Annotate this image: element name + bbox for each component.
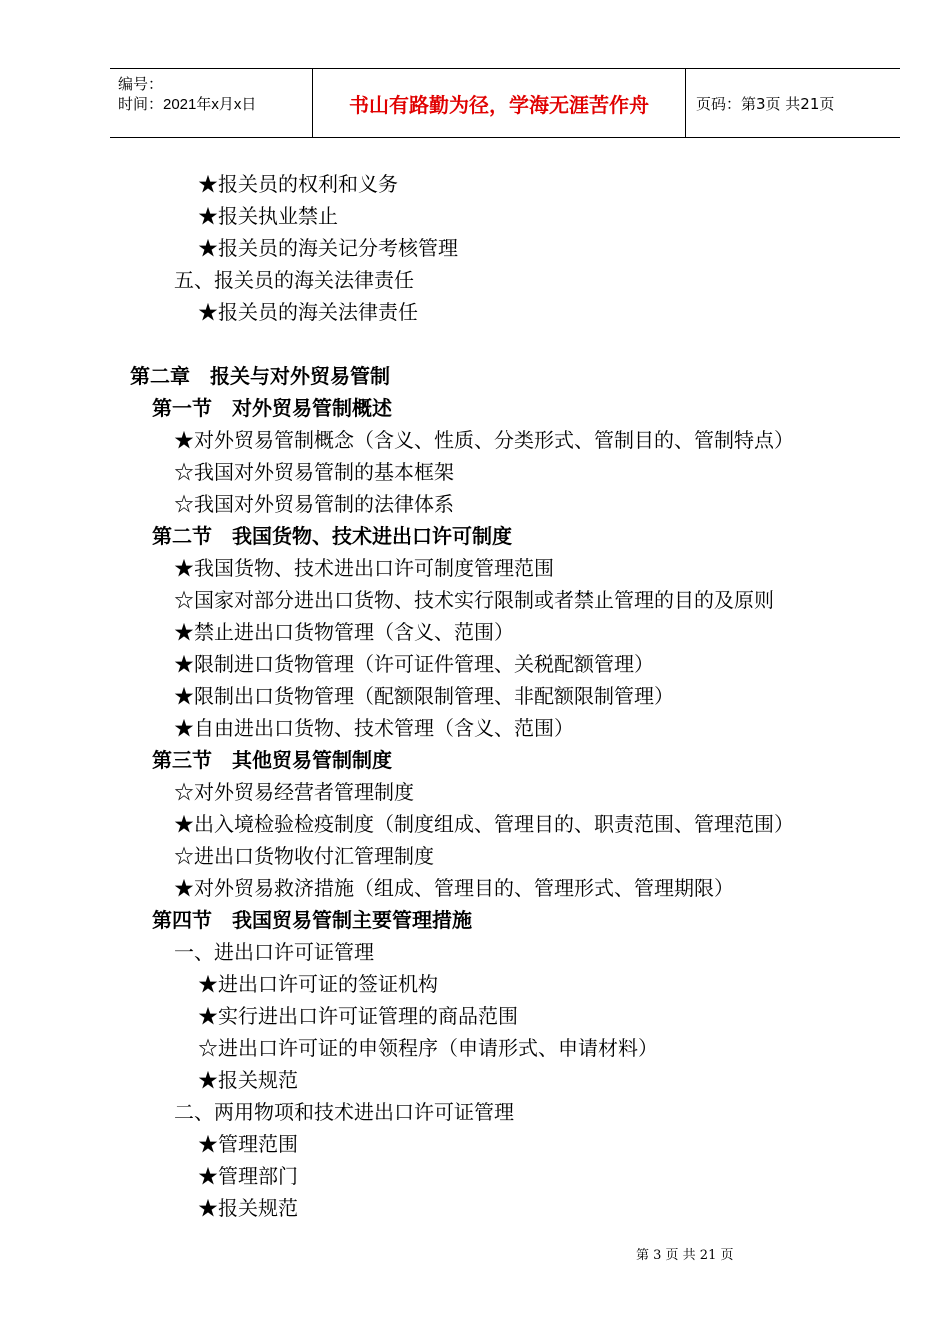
number-label: 编号： bbox=[118, 76, 164, 93]
list-item: ☆国家对部分进出口货物、技术实行限制或者禁止管理的目的及原则 bbox=[174, 588, 774, 612]
list-item: ☆我国对外贸易管制的法律体系 bbox=[174, 492, 454, 516]
list-item: ★实行进出口许可证管理的商品范围 bbox=[198, 1004, 518, 1028]
subsection-heading: 五、报关员的海关法律责任 bbox=[174, 268, 414, 292]
list-item: ☆我国对外贸易管制的基本框架 bbox=[174, 460, 454, 484]
page-footer: 第 3 页 共 21 页 bbox=[636, 1248, 734, 1263]
time-label: 时间：2021年x月x日 bbox=[118, 96, 257, 113]
list-item: ★报关员的权利和义务 bbox=[198, 172, 398, 196]
list-item: ★管理部门 bbox=[198, 1164, 298, 1188]
list-item: ★限制出口货物管理（配额限制管理、非配额限制管理） bbox=[174, 684, 674, 708]
list-item: ★禁止进出口货物管理（含义、范围） bbox=[174, 620, 514, 644]
list-item: ★对外贸易管制概念（含义、性质、分类形式、管制目的、管制特点） bbox=[174, 428, 794, 452]
list-item: ★我国货物、技术进出口许可制度管理范围 bbox=[174, 556, 554, 580]
list-item: ★限制进口货物管理（许可证件管理、关税配额管理） bbox=[174, 652, 654, 676]
subsection-heading: 一、进出口许可证管理 bbox=[174, 940, 374, 964]
list-item: ★出入境检验检疫制度（制度组成、管理目的、职责范围、管理范围） bbox=[174, 812, 794, 836]
list-item: ★报关员的海关法律责任 bbox=[198, 300, 418, 324]
list-item: ★管理范围 bbox=[198, 1132, 298, 1156]
chapter-heading: 第二章 报关与对外贸易管制 bbox=[130, 364, 390, 388]
subsection-heading: 二、两用物项和技术进出口许可证管理 bbox=[174, 1100, 514, 1124]
section-heading: 第三节 其他贸易管制制度 bbox=[152, 748, 392, 772]
section-heading: 第二节 我国货物、技术进出口许可制度 bbox=[152, 524, 512, 548]
list-item: ★报关规范 bbox=[198, 1196, 298, 1220]
header-page-info: 页码：第3页 共21页 bbox=[696, 94, 835, 113]
list-item: ★报关执业禁止 bbox=[198, 204, 338, 228]
header-motto: 书山有路勤为径，学海无涯苦作舟 bbox=[313, 69, 686, 137]
list-item: ☆对外贸易经营者管理制度 bbox=[174, 780, 414, 804]
list-item: ★对外贸易救济措施（组成、管理目的、管理形式、管理期限） bbox=[174, 876, 734, 900]
list-item: ☆进出口货物收付汇管理制度 bbox=[174, 844, 434, 868]
list-item: ★报关规范 bbox=[198, 1068, 298, 1092]
list-item: ★报关员的海关记分考核管理 bbox=[198, 236, 458, 260]
list-item: ★自由进出口货物、技术管理（含义、范围） bbox=[174, 716, 574, 740]
list-item: ★进出口许可证的签证机构 bbox=[198, 972, 438, 996]
section-heading: 第一节 对外贸易管制概述 bbox=[152, 396, 392, 420]
list-item: ☆进出口许可证的申领程序（申请形式、申请材料） bbox=[198, 1036, 658, 1060]
header-meta bbox=[110, 69, 313, 137]
page-header bbox=[110, 68, 900, 138]
section-heading: 第四节 我国贸易管制主要管理措施 bbox=[152, 908, 472, 932]
